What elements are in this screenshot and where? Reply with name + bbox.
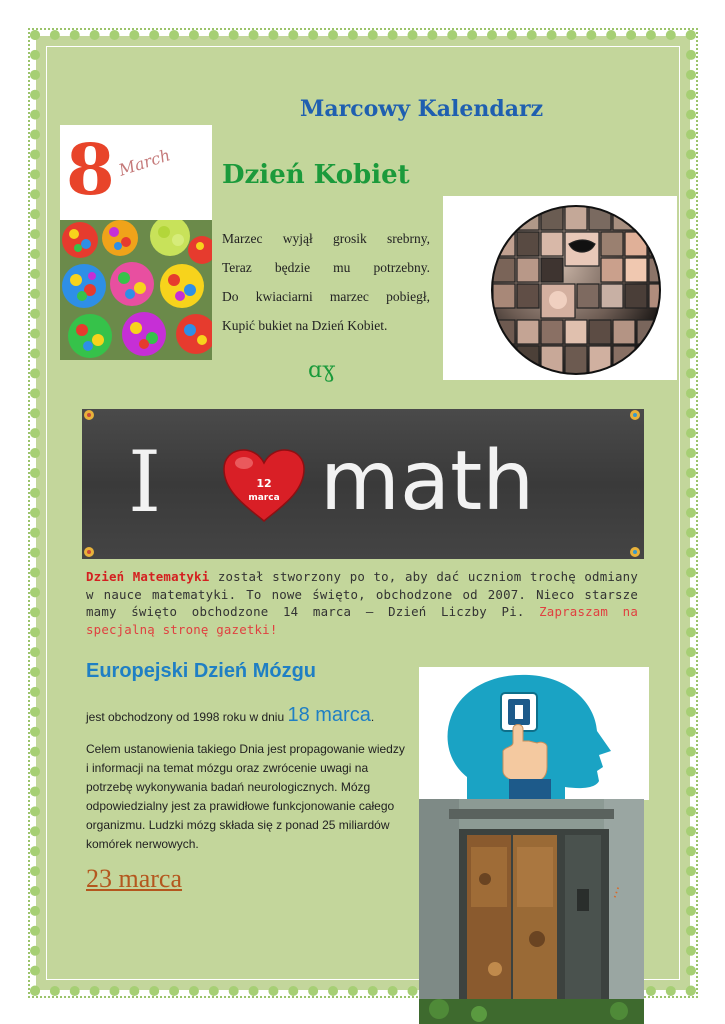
corner-ornament-icon — [84, 547, 94, 557]
brain-day-date: 18 marca — [287, 704, 371, 726]
svg-text:...: ... — [603, 882, 624, 901]
brain-day-title: Europejski Dzień Mózgu — [86, 660, 317, 682]
next-date-link[interactable]: 23 marca — [86, 864, 183, 893]
heart-month-label: marca — [248, 493, 280, 503]
flower-bouquets-image — [60, 220, 212, 360]
poem-line: Do kwiaciarni marzec pobiegł, — [222, 289, 430, 304]
womens-day-title: Dzień Kobiet — [222, 160, 410, 190]
corner-ornament-icon — [630, 547, 640, 557]
corner-ornament-icon — [84, 410, 94, 420]
math-day-text: został stworzony po to, aby dać uczniom trochę odmiany w nauce matematyki. To nowe święto, obchodzone od 2007. Nieco starsze mamy święto obchodzone 14 marca – Dzień Liczby Pi. — [86, 569, 638, 619]
elevator-doors-image — [419, 799, 644, 1024]
womens-day-poem — [222, 224, 430, 340]
brain-day-date-line — [86, 704, 426, 727]
brain-day-paragraph: Celem ustanowienia takiego Dnia jest propagowanie wiedzy i informacji na temat mózgu oraz zwrócenie uwagi na potrzebę wykonywania badań neurologicznych. Mózg odpowiedzialny jest za prawidłowe funkcjonowanie całego organizmu. Ludzki mózg składa się z ponad 25 miliardów komórek nerwowych. — [86, 742, 405, 851]
brain-head-image — [419, 667, 649, 800]
poem-line: Teraz będzie mu potrzebny. — [222, 260, 430, 275]
corner-ornament-icon — [630, 410, 640, 420]
eight-numeral: 8 — [66, 128, 115, 211]
banner-letter-i: I — [128, 433, 162, 531]
march-script: March — [116, 145, 173, 180]
math-day-name: Dzień Matematyki — [86, 569, 210, 584]
i-love-math-banner — [82, 409, 644, 559]
brain-day-date-suffix: . — [370, 710, 375, 724]
brain-day-since: jest obchodzony od 1998 roku w dniu — [86, 710, 288, 724]
heart-day-label: 12 — [256, 477, 272, 490]
banner-word-math: math — [320, 434, 535, 529]
ornament-icon: ɑɣ — [308, 358, 336, 383]
poem-line: Kupić bukiet na Dzień Kobiet. — [222, 318, 388, 333]
womens-day-flowers-image — [60, 125, 212, 360]
math-day-paragraph — [86, 568, 638, 638]
page-title: Marcowy Kalendarz — [300, 96, 544, 122]
poem-line: Marzec wyjął grosik srebrny, — [222, 231, 430, 246]
math-day-invite-link[interactable]: Zapraszam na specjalną stronę gazetki! — [86, 604, 639, 637]
faces-sphere-image — [443, 196, 677, 380]
